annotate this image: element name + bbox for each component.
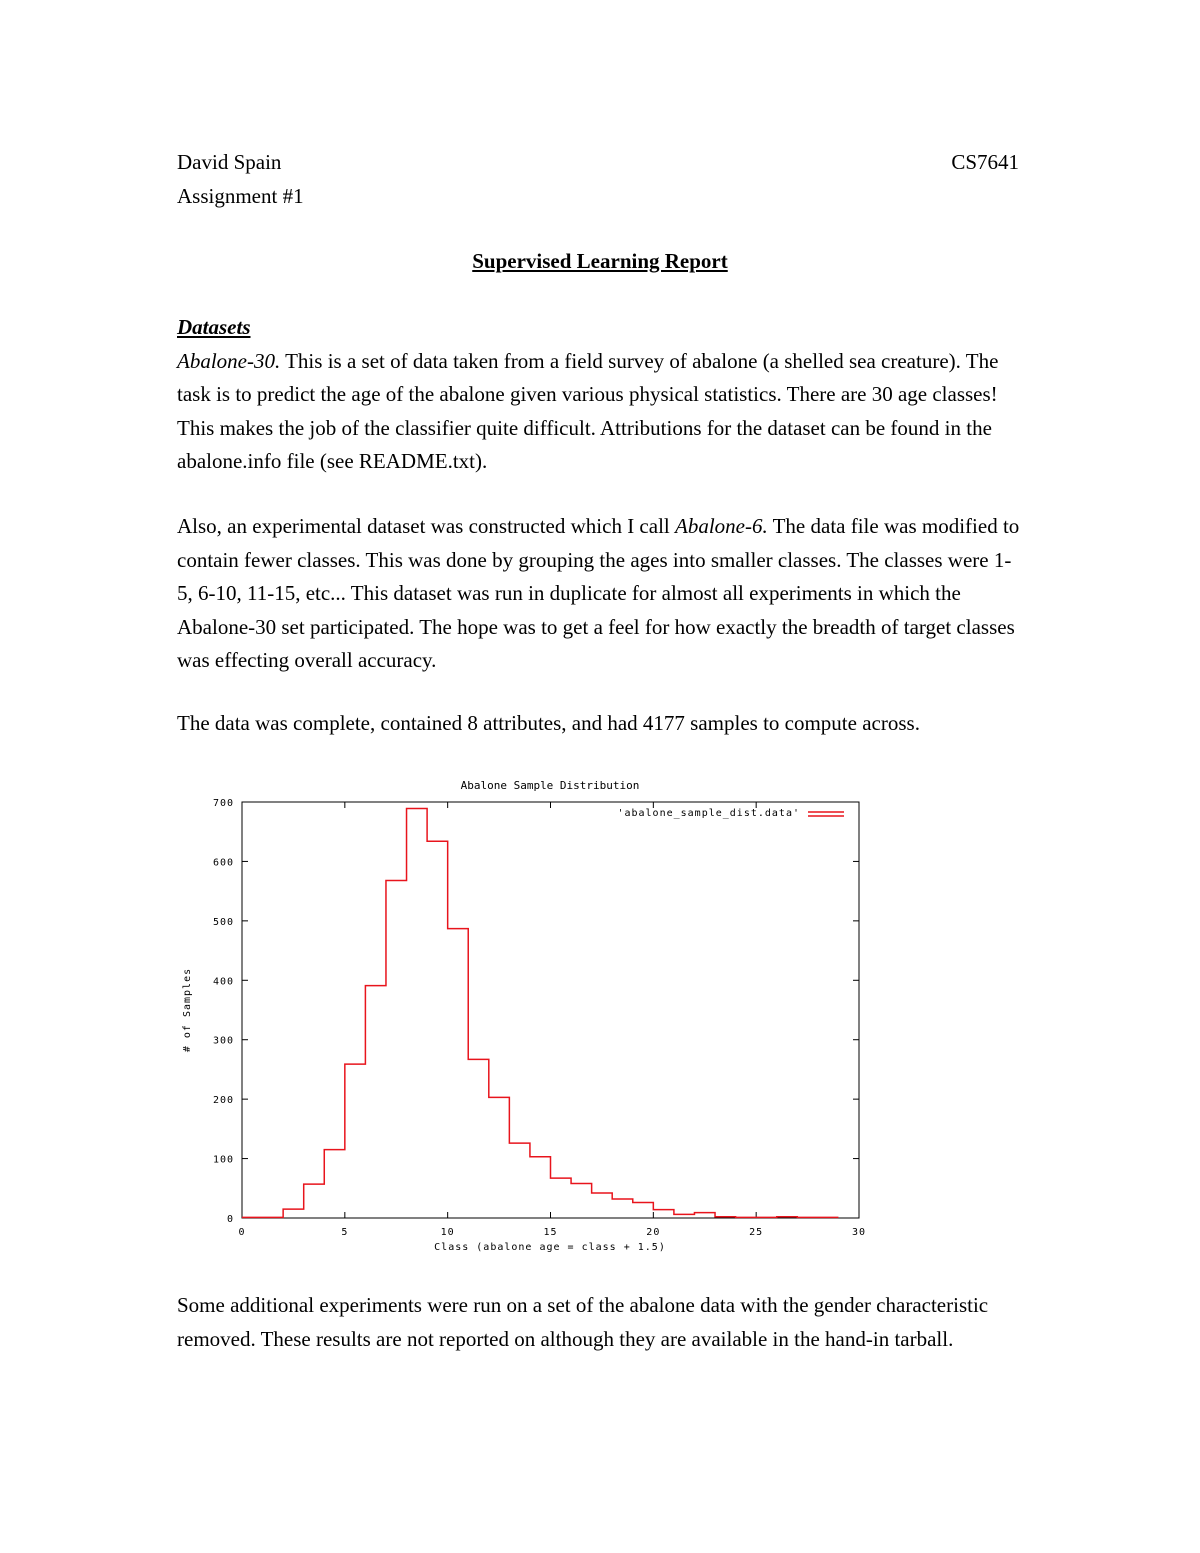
- x-tick-label: 10: [440, 1227, 455, 1238]
- bar-12: [468, 1059, 489, 1218]
- dataset-name: Abalone-6.: [675, 514, 768, 538]
- x-tick-labels: [238, 1227, 866, 1238]
- paragraph-text: This is a set of data taken from a field survey of abalone (a shelled sea creature). The task is to predict the age of the abalone given various physical statistics. There are 30 age classes! This makes the job of the classifier quite difficult. Attributions for the dataset can be found in the abalone.info file (see README.txt).: [177, 348, 999, 473]
- y-tick-label: 0: [226, 1214, 234, 1225]
- section-heading: Datasets: [177, 315, 251, 339]
- author-name: David Spain: [177, 150, 282, 174]
- paragraph-additional: Some additional experiments were run on a set of the abalone data with the gender characteristic removed. These results are not reported on although they are available in the hand-in tarball.: [177, 1293, 989, 1351]
- y-tick-label: 400: [212, 976, 234, 988]
- y-tick-label: 500: [212, 916, 234, 928]
- y-tick-label: 200: [212, 1095, 234, 1107]
- sample-distribution-chart: [170, 770, 890, 1270]
- assignment-label: Assignment #1: [177, 184, 304, 208]
- course-code: CS7641: [951, 150, 1019, 174]
- paragraph-abalone6: [177, 510, 1027, 678]
- bar-14: [509, 1143, 530, 1218]
- bar-10: [427, 841, 448, 1218]
- bar-15: [530, 1157, 551, 1218]
- y-tick-label: 100: [212, 1154, 234, 1166]
- bar-7: [365, 986, 386, 1218]
- page-title: Supervised Learning Report: [472, 249, 728, 273]
- paragraph-text: The data file was modified to contain fewer classes. This was done by grouping the ages into smaller classes. The classes were 1-5, 6-10, 11-15, etc... This dataset was run in duplicate for almost all experiments in which the Abalone-30 set participated. The hope was to get a feel for how exactly the breadth of target classes was effecting overall accuracy.: [177, 514, 1020, 672]
- bar-9: [407, 809, 428, 1218]
- x-tick-label: 30: [851, 1227, 867, 1238]
- dataset-name: Abalone-30.: [177, 348, 281, 373]
- axis-ticks: [242, 802, 859, 1218]
- y-tick-label: 600: [212, 857, 234, 869]
- legend-label: 'abalone_sample_dist.data': [617, 808, 800, 819]
- bar-8: [386, 880, 407, 1218]
- bar-18: [592, 1193, 613, 1218]
- bar-20: [633, 1203, 654, 1218]
- paragraph-abalone30: [177, 345, 1027, 479]
- y-axis-label: # of Samples: [182, 967, 193, 1053]
- x-tick-label: 5: [341, 1227, 349, 1238]
- bar-17: [571, 1184, 592, 1218]
- bar-4: [304, 1184, 325, 1218]
- bar-6: [345, 1064, 366, 1218]
- paragraph-summary: The data was complete, contained 8 attributes, and had 4177 samples to compute across.: [177, 711, 920, 735]
- bar-19: [612, 1199, 633, 1218]
- x-tick-label: 0: [238, 1227, 246, 1238]
- datasets-section: [177, 311, 1027, 479]
- paragraph-text: Also, an experimental dataset was constructed which I call: [177, 514, 675, 538]
- y-tick-label: 300: [212, 1035, 234, 1047]
- bar-13: [489, 1097, 510, 1218]
- bar-23: [694, 1213, 715, 1218]
- bar-3: [283, 1209, 304, 1218]
- x-tick-label: 25: [749, 1227, 764, 1238]
- bar-5: [324, 1150, 345, 1218]
- bar-16: [551, 1178, 572, 1218]
- histogram-series-line: [242, 809, 838, 1218]
- bar-11: [448, 929, 469, 1218]
- x-tick-label: 20: [646, 1227, 661, 1238]
- header-left: [177, 145, 304, 213]
- y-tick-labels: [213, 798, 234, 1225]
- x-tick-label: 15: [543, 1227, 558, 1238]
- y-tick-label: 700: [212, 798, 234, 809]
- x-axis-label: Class (abalone age = class + 1.5): [434, 1242, 666, 1253]
- abalone6-section: [177, 510, 1027, 678]
- plot-area: [242, 802, 859, 1218]
- bar-21: [653, 1210, 674, 1218]
- chart-title: Abalone Sample Distribution: [460, 779, 640, 792]
